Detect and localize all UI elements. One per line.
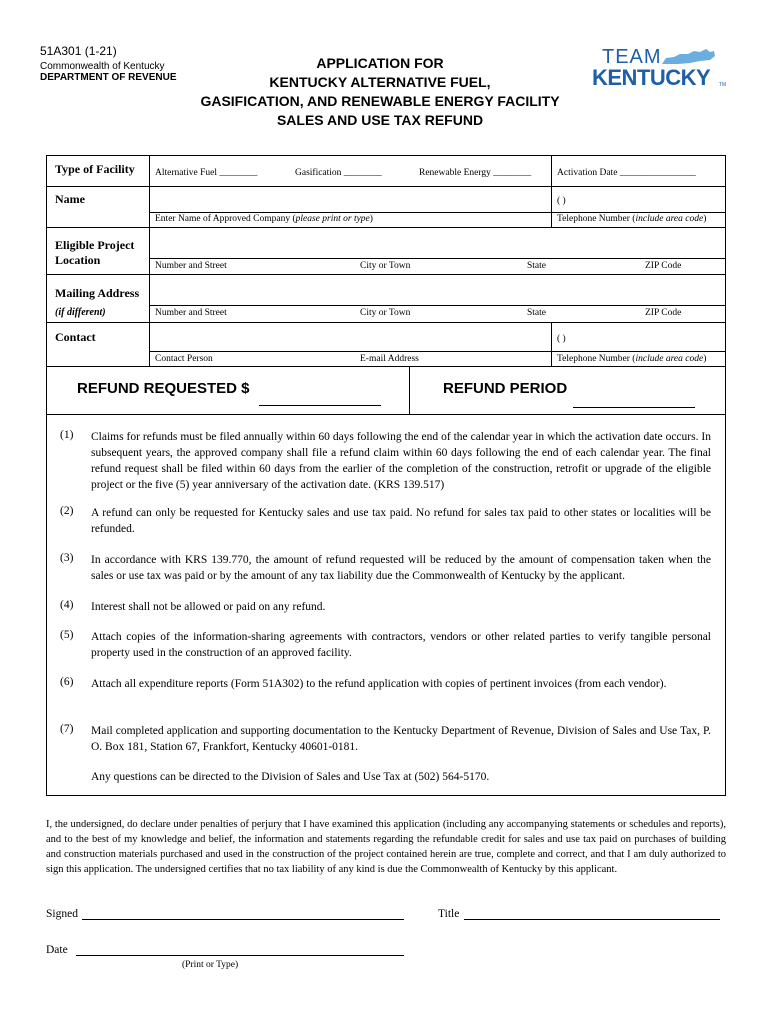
street-caption: Number and Street	[155, 261, 227, 271]
column-divider	[409, 366, 410, 414]
company-name-caption	[155, 214, 373, 224]
instruction-text: Mail completed application and supporting documentation to the Kentucky Department of Revenue, Division of Sales and Use Tax, P. O. Box 181, Station 67, Frankfort, Kentucky 40601-0181.	[91, 725, 711, 753]
form-number: 51A301 (1-21)	[40, 44, 117, 58]
refund-period-label: REFUND PERIOD	[443, 380, 568, 397]
label-line: Location	[55, 253, 101, 267]
field-underline	[149, 258, 725, 259]
date-input[interactable]	[76, 955, 404, 956]
name-label: Name	[55, 192, 85, 206]
contact-label: Contact	[55, 330, 96, 344]
title-line: SALES AND USE TAX REFUND	[276, 112, 484, 128]
caption-italic: please print or type	[295, 214, 370, 224]
column-divider	[551, 156, 552, 186]
label-line: Eligible Project	[55, 238, 135, 252]
title-line: GASIFICATION, AND RENEWABLE ENERGY FACILITY	[200, 93, 560, 109]
instruction-number: (4)	[60, 599, 74, 611]
caption-italic: include area code	[635, 214, 704, 224]
questions-note: Any questions can be directed to the Division of Sales and Use Tax at (502) 564-5170.	[91, 771, 490, 783]
instruction-text: Interest shall not be allowed or paid on any refund.	[91, 601, 326, 613]
field-underline	[149, 212, 725, 213]
zip-caption: ZIP Code	[645, 308, 682, 318]
instruction-text: In accordance with KRS 139.770, the amount of refund requested will be reduced by the amount of compensation taken when the sales or use tax was paid or by the amount of any tax liability due the Commonwealth of Kentucky by the applicant.	[91, 554, 711, 582]
instruction-number: (1)	[60, 429, 74, 441]
title-input[interactable]	[464, 919, 720, 920]
street-caption: Number and Street	[155, 308, 227, 318]
field-underline	[149, 305, 725, 306]
activation-date-field[interactable]: Activation Date ________________	[557, 168, 696, 178]
row-divider	[47, 366, 725, 367]
contact-person-input[interactable]	[150, 323, 550, 351]
project-location-label	[55, 238, 134, 268]
print-or-type-caption: (Print or Type)	[182, 960, 239, 970]
refund-amount-input[interactable]	[259, 405, 381, 406]
telephone-caption	[557, 214, 706, 224]
telephone-input[interactable]: ( )	[557, 196, 566, 206]
date-label: Date	[46, 944, 68, 956]
caption-text: Enter Name of Approved Company (	[155, 214, 296, 224]
caption-italic: include area code	[635, 354, 704, 364]
instruction-number: (3)	[60, 552, 74, 564]
mailing-address-label: Mailing Address	[55, 286, 140, 300]
instruction-number: (5)	[60, 629, 74, 641]
company-name-input[interactable]	[150, 187, 550, 212]
commonwealth-label: Commonwealth of Kentucky	[40, 61, 165, 72]
project-location-input[interactable]	[150, 228, 725, 258]
title-line: APPLICATION FOR	[316, 55, 444, 71]
caption-text: )	[703, 214, 707, 224]
logo-trademark: TM	[718, 82, 726, 88]
state-caption: State	[527, 261, 546, 271]
gasification-field[interactable]: Gasification ________	[295, 168, 382, 178]
field-underline	[149, 351, 725, 352]
instruction-text: Attach all expenditure reports (Form 51A302) to the refund application with copies of pertinent invoices (from each vendor).	[91, 678, 667, 690]
refund-period-input[interactable]	[573, 407, 695, 408]
zip-caption: ZIP Code	[645, 261, 682, 271]
instruction-number: (6)	[60, 676, 74, 688]
instruction-number: (2)	[60, 505, 74, 517]
signature-input[interactable]	[82, 919, 404, 920]
mailing-address-input[interactable]	[150, 275, 725, 305]
caption-text: )	[703, 354, 707, 364]
title-label: Title	[438, 908, 460, 920]
column-divider	[551, 322, 552, 366]
city-caption: City or Town	[360, 261, 411, 271]
mailing-address-sublabel: (if different)	[55, 307, 106, 318]
form-title	[180, 54, 580, 130]
caption-text: )	[369, 214, 373, 224]
instruction-text: A refund can only be requested for Kentucky sales and use tax paid. No refund for sales tax paid to other states or localities will be refunded.	[91, 507, 711, 535]
renewable-energy-field[interactable]: Renewable Energy ________	[419, 168, 532, 178]
perjury-declaration: I, the undersigned, do declare under penalties of perjury that I have examined this application (including any accompanying statements or schedules and reports), and to the best of my knowledge and belief, the information and statements regarding the refundable credit for sales and use tax paid on purchases of building and construction materials purchased and used in the construction of the project contained herein are true, complete and correct, and that I am duly authorized to sign this application. The undersigned certifies that no tax liability of any kind is due the Commonwealth of Kentucky by this applicant.	[46, 819, 726, 875]
team-kentucky-logo	[590, 46, 726, 92]
logo-team-text: TEAM	[602, 46, 662, 68]
type-of-facility-label: Type of Facility	[55, 162, 135, 176]
contact-telephone-input[interactable]: ( )	[557, 334, 566, 344]
city-caption: City or Town	[360, 308, 411, 318]
contact-person-caption: Contact Person	[155, 354, 213, 364]
row-divider	[47, 414, 725, 415]
signed-label: Signed	[46, 908, 78, 920]
email-caption: E-mail Address	[360, 354, 419, 364]
kentucky-state-icon	[660, 48, 716, 66]
caption-text: Telephone Number (	[557, 214, 636, 224]
state-caption: State	[527, 308, 546, 318]
alternative-fuel-field[interactable]: Alternative Fuel ________	[155, 168, 258, 178]
instruction-number: (7)	[60, 723, 74, 735]
instruction-text: Attach copies of the information-sharing agreements with contractors, vendors or other related parties to verify tangible personal property used in the construction of an approved facility.	[91, 631, 711, 659]
refund-requested-label: REFUND REQUESTED $	[77, 380, 250, 397]
column-divider	[551, 186, 552, 227]
title-line: KENTUCKY ALTERNATIVE FUEL,	[269, 74, 491, 90]
instruction-text: Claims for refunds must be filed annually within 60 days following the end of the calendar year in which the activation date occurs. In subsequent years, the approved company shall file a refund claim within 60 days following the end of each calendar year. The final refund request shall be filed within 60 days from the earlier of the completion of the construction, retrofit or upgrade of the eligible project or the five (5) year anniversary of the activation date. (KRS 139.517)	[91, 431, 711, 491]
logo-kentucky-text: KENTUCKY	[592, 65, 711, 90]
telephone-caption	[557, 354, 706, 364]
caption-text: Telephone Number (	[557, 354, 636, 364]
form-header-left	[40, 44, 177, 83]
department-label: DEPARTMENT OF REVENUE	[40, 72, 177, 83]
